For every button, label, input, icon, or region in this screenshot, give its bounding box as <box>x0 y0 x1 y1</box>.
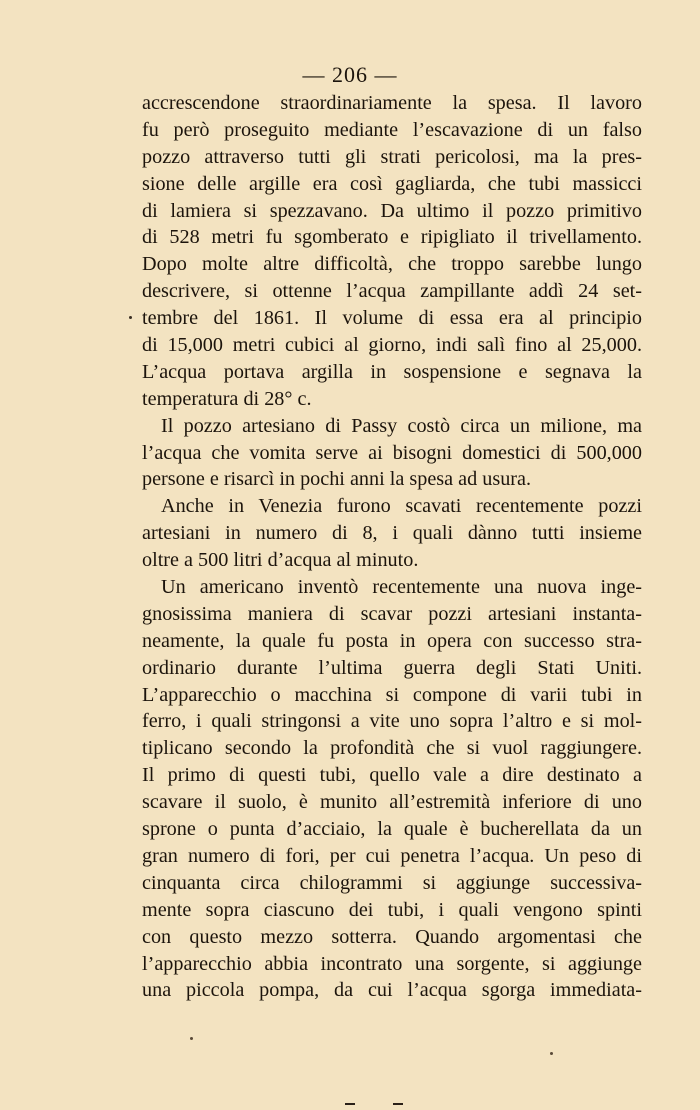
text-line: cinquanta circa chilogrammi si aggiunge successiva- <box>142 871 642 894</box>
text-line: Il pozzo artesiano di Passy costò circa un milione, ma <box>161 414 642 437</box>
text-line: una piccola pompa, da cui l’acqua sgorga immediata- <box>142 979 642 1002</box>
text-line: sione delle argille era così gagliarda, che tubi massicci <box>142 172 642 195</box>
text-line: L’acqua portava argilla in sospensione e segnava la <box>142 360 642 383</box>
text-line: artesiani in numero di 8, i quali dànno tutti insieme <box>142 522 642 545</box>
text-line: gran numero di fori, per cui penetra l’acqua. Un peso di <box>142 844 642 867</box>
text-line: ordinario durante l’ultima guerra degli Stati Uniti. <box>142 656 642 679</box>
text-line: accrescendone straordinariamente la spesa. Il lavoro <box>142 92 642 114</box>
text-line: di 528 metri fu sgomberato e ripigliato il trivellamento. <box>142 226 642 249</box>
text-line: con questo mezzo sotterra. Quando argomentasi che <box>142 925 642 948</box>
margin-dot <box>129 316 132 319</box>
text-line: sprone o punta d’acciaio, la quale è bucherellata da un <box>142 818 642 841</box>
ink-speck <box>190 1037 193 1040</box>
text-line: fu però proseguito mediante l’escavazione di un falso <box>142 118 642 141</box>
text-line: descrivere, si ottenne l’acqua zampillante addì 24 set- <box>142 280 642 303</box>
text-line: di 15,000 metri cubici al giorno, indi salì fino al 25,000. <box>142 334 642 357</box>
ink-speck <box>550 1052 553 1055</box>
text-line: l’apparecchio abbia incontrato una sorgente, si aggiunge <box>142 952 642 975</box>
text-line: L’apparecchio o macchina si compone di varii tubi in <box>142 683 642 706</box>
text-line: Il primo di questi tubi, quello vale a dire destinato a <box>142 764 642 787</box>
text-line: ferro, i quali stringonsi a vite uno sopra l’altro e si mol- <box>142 710 642 733</box>
text-line: oltre a 500 litri d’acqua al minuto. <box>142 549 419 572</box>
text-line: neamente, la quale fu posta in opera con successo stra- <box>142 629 642 652</box>
body-text <box>142 90 642 1004</box>
text-line: scavare il suolo, è munito all’estremità inferiore di uno <box>142 791 642 814</box>
text-line: gnosissima maniera di scavar pozzi artesiani instanta- <box>142 602 642 625</box>
text-line: l’acqua che vomita serve ai bisogni domestici di 500,000 <box>142 441 642 464</box>
text-line: pozzo attraverso tutti gli strati pericolosi, ma la pres- <box>142 145 642 168</box>
text-line: Un americano inventò recentemente una nuova inge- <box>161 576 642 599</box>
text-line: temperatura di 28° c. <box>142 387 312 410</box>
text-line: di lamiera si spezzavano. Da ultimo il pozzo primitivo <box>142 199 642 222</box>
bottom-edge-marks <box>345 1103 405 1106</box>
page-number: — 206 — <box>302 62 398 87</box>
text-line: Dopo molte altre difficoltà, che troppo sarebbe lungo <box>142 253 642 276</box>
text-line: tembre del 1861. Il volume di essa era al principio <box>142 307 642 330</box>
text-line: tiplicano secondo la profondità che si vuol raggiungere. <box>142 737 642 760</box>
text-line: mente sopra ciascuno dei tubi, i quali vengono spinti <box>142 898 642 921</box>
text-line: persone e risarcì in pochi anni la spesa ad usura. <box>142 468 532 491</box>
text-line: Anche in Venezia furono scavati recentemente pozzi <box>161 495 642 518</box>
